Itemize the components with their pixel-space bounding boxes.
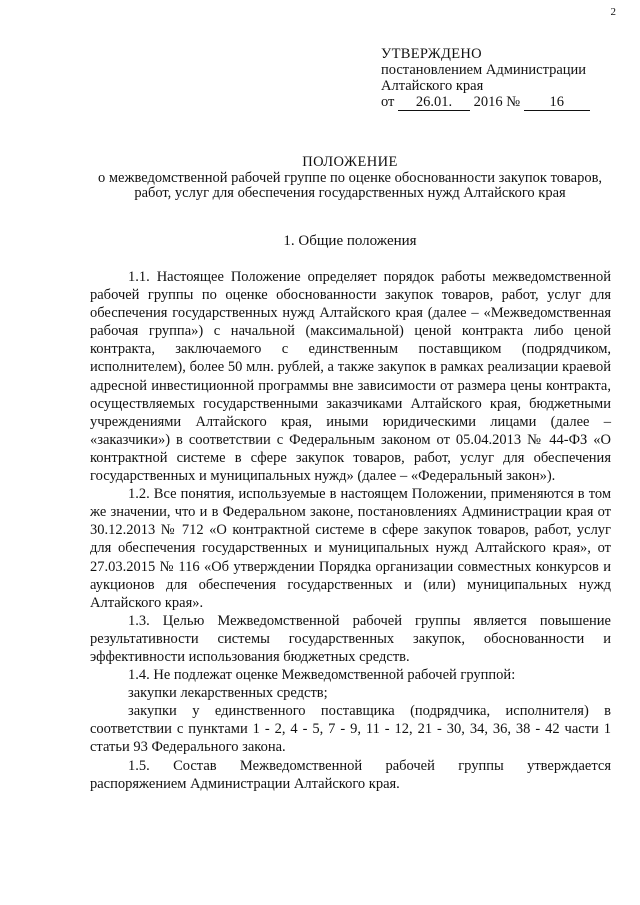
paragraph-1-2: 1.2. Все понятия, используемые в настоящем Положении, применяются в том же значении, что и в Федеральном законе, постановлениях Администрации края от 30.12.2013 № 712 «О контрактной системе в сфере закупок товаров, работ, услуг для обеспечения государственных и муниципальных нужд Алтайского края», от 27.03.2015 № 116 «Об утверждении Порядка организации совместных конкурсов и аукционов для обеспечения государственных и (или) муниципальных нужд Алтайского края». [90,486,611,611]
approval-date-day: 26.01. [398,95,470,111]
title-heading: ПОЛОЖЕНИЕ [302,154,398,170]
document-title [90,155,610,202]
paragraph-1-5: 1.5. Состав Межведомственной рабочей группы утверждается распоряжением Администрации Алтайского края. [90,757,611,792]
approval-date-year: 2016 № [473,94,521,110]
approval-number: 16 [524,95,590,111]
section-heading: 1. Общие положения [283,233,417,249]
paragraph-1-4-item-2: закупки у единственного поставщика (подрядчика, исполнителя) в соответствии с пунктами 1 - 2, 4 - 5, 7 - 9, 11 - 12, 21 - 30, 34, 36, 38 - 42 части 1 статьи 93 Федерального закона. [90,703,611,756]
approval-title: УТВЕРЖДЕНО [381,46,482,62]
document-body [90,268,611,793]
approval-date-prefix: от [381,94,395,110]
approval-stamp [381,46,631,111]
approval-issuer-line1: постановлением Администрации [381,62,587,78]
paragraph-1-3: 1.3. Целью Межведомственной рабочей группы является повышение результативности системы государственных закупок, обоснованности и эффективности использования бюджетных средств. [90,612,611,665]
page-number: 2 [610,6,616,18]
paragraph-1-1: 1.1. Настоящее Положение определяет порядок работы межведомственной рабочей группы по оценке обоснованности закупок товаров, работ, услуг для обеспечения государственных нужд Алтайского края (далее – «Межведомственная рабочая группа») с начальной (максимальной) ценой контракта либо ценой контракта, заключаемого с единственным поставщиком (подрядчиком, исполнителем), более 50 млн. рублей, а также закупок в рамках реализации краевой адресной инвестиционной программы вне зависимости от размера цены контракта, осуществляемых государственными заказчиками Алтайского края, бюджетными учреждениями Алтайского края, иными юридическими лицами (далее – «заказчики») в соответствии с Федеральным законом от 05.04.2013 № 44-ФЗ «О контрактной системе в сфере закупок товаров, работ, услуг для обеспечения государственных и муниципальных нужд» (далее – «Федеральный закон»). [90,269,611,485]
approval-issuer-line2: Алтайского края [381,78,484,94]
title-subtitle: о межведомственной рабочей группе по оценке обоснованности закупок товаров, работ, услуг для обеспечения государственных нужд Алтайского края [97,169,603,201]
paragraph-1-4-item-1: закупки лекарственных средств; [128,685,328,702]
approval-date-line [381,94,631,111]
paragraph-1-4: 1.4. Не подлежат оценке Межведомственной рабочей группой: [128,667,516,684]
